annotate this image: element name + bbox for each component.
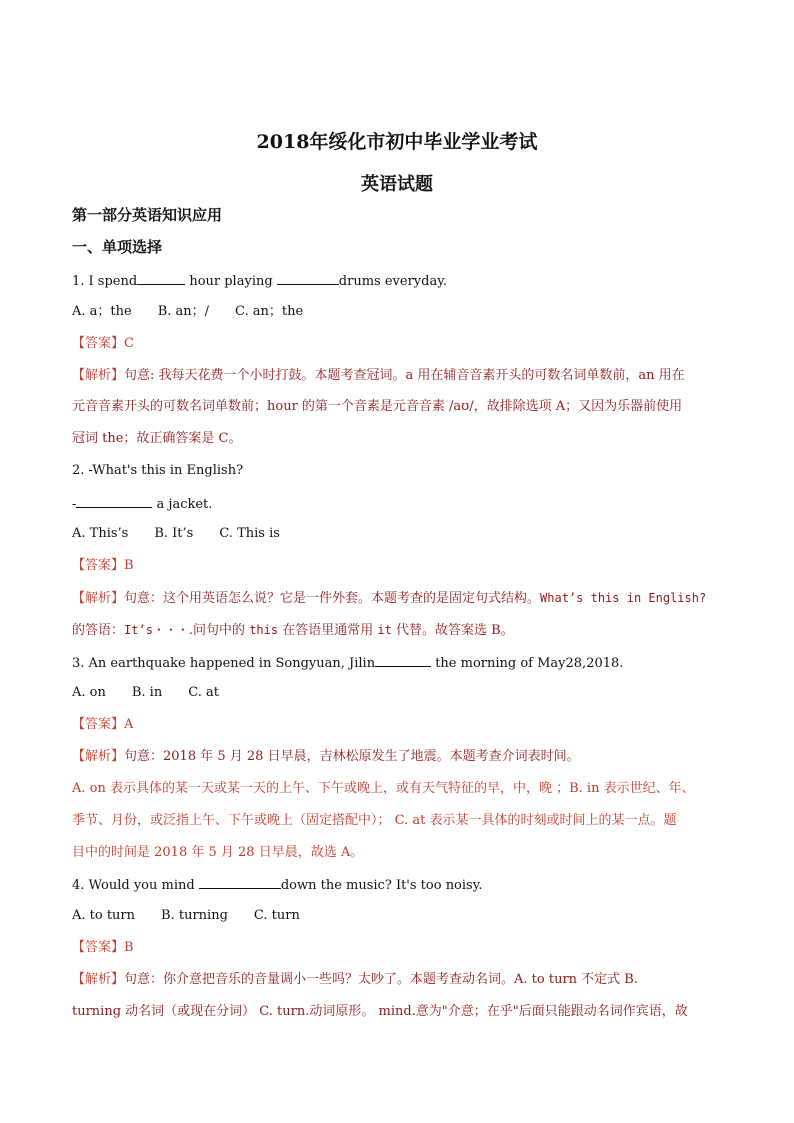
analysis-text: 句意：你介意把音乐的音量调小一些吗？太吵了。本题考查动名词。A. to turn 不定式 B. xyxy=(124,972,638,987)
question-1 xyxy=(72,271,447,291)
option-b: B. turning xyxy=(161,908,228,923)
answer-value: A xyxy=(124,717,134,732)
answer-label: 【答案】 xyxy=(72,717,125,732)
question-2-text-b: a jacket. xyxy=(152,497,213,512)
question-1-text-c: drums everyday. xyxy=(338,274,447,289)
question-3-text-b: the morning of May28,2018. xyxy=(431,656,624,671)
answer-blank xyxy=(375,653,431,667)
question-1-options xyxy=(72,303,329,321)
question-1-analysis-line-2: 元音音素开头的可数名词单数前；hour 的第一个音素是元音音素 /aʊ/，故排除选项 A；又因为乐器前使用 xyxy=(72,399,683,414)
analysis-text: 句意：这个用英语怎么说？它是一件外套。本题考查的是固定句式结构。 xyxy=(124,591,541,606)
analysis-text: 句意: 我每天花费一个小时打鼓。本题考查冠词。a 用在辅音音素开头的可数名词单数前，an 用在 xyxy=(124,368,685,383)
option-a: A. This’s xyxy=(72,526,129,541)
question-4-text-b: down the music? It's too noisy. xyxy=(280,878,483,893)
analysis-code: this xyxy=(249,623,279,637)
option-c: C. at xyxy=(188,685,219,700)
question-4-answer xyxy=(72,939,134,957)
answer-label: 【答案】 xyxy=(72,940,125,955)
option-c: C. turn xyxy=(253,908,300,923)
analysis-label: 【解析】 xyxy=(72,749,125,764)
question-3-analysis-line-4: 目中的时间是 2018 年 5 月 28 日早晨，故选 A。 xyxy=(72,845,364,860)
exam-subtitle: 英语试题 xyxy=(361,174,433,195)
analysis-code: it xyxy=(377,623,392,637)
question-2: 2. -What's this in English? xyxy=(72,463,244,478)
analysis-code: It’s・・・ xyxy=(124,623,189,637)
option-b: B. in xyxy=(131,685,163,700)
option-a: A. on xyxy=(72,685,106,700)
option-c: C. This is xyxy=(219,526,280,541)
analysis-label: 【解析】 xyxy=(72,591,125,606)
option-a: A. a；the xyxy=(72,304,132,319)
answer-blank xyxy=(76,494,152,508)
question-2-dash: - xyxy=(72,497,77,512)
analysis-text: 的答语： xyxy=(72,623,125,638)
option-c: C. an；the xyxy=(235,304,304,319)
part-heading: 第一部分英语知识应用 xyxy=(72,206,223,224)
option-b: B. an；/ xyxy=(157,304,210,319)
analysis-code: What’s this in English? xyxy=(540,591,707,605)
option-a: A. to turn xyxy=(72,908,136,923)
question-4-analysis-line-1 xyxy=(72,971,638,989)
exam-title: 2018年绥化市初中毕业学业考试 xyxy=(256,131,538,153)
question-1-text-a: 1. I spend xyxy=(72,274,138,289)
analysis-text: .问句中的 xyxy=(188,623,250,638)
answer-blank xyxy=(137,271,185,285)
question-3-analysis-line-2: A. on 表示具体的某一天或某一天的上午、下午或晚上，或有天气特征的早，中，晚 ；B. in 表示世纪、年、 xyxy=(72,781,695,796)
answer-value: C xyxy=(124,336,134,351)
answer-value: B xyxy=(124,940,134,955)
answer-label: 【答案】 xyxy=(72,558,125,573)
analysis-label: 【解析】 xyxy=(72,368,125,383)
question-2-reply xyxy=(72,494,212,514)
question-3-analysis-line-1 xyxy=(72,748,580,766)
question-4-analysis-line-2: turning 动名词（或现在分词） C. turn.动词原形。 mind.意为"介意；在乎"后面只能跟动名词作宾语，故 xyxy=(72,1004,688,1019)
question-3-analysis-line-3: 季节、月份，或泛指上午、下午或晚上（固定搭配中）； C. at 表示某一具体的时刻或时间上的某一点。题 xyxy=(72,813,677,828)
question-4 xyxy=(72,875,482,895)
answer-blank xyxy=(199,875,281,889)
question-1-text-b: hour playing xyxy=(185,274,277,289)
question-3-options xyxy=(72,684,245,702)
question-2-analysis-line-1 xyxy=(72,589,706,608)
question-1-analysis-line-1 xyxy=(72,367,685,385)
analysis-text: 句意：2018 年 5 月 28 日早晨，吉林松原发生了地震。本题考查介词表时间。 xyxy=(124,749,580,764)
analysis-text: 在答语里通常用 xyxy=(278,623,378,638)
answer-label: 【答案】 xyxy=(72,336,125,351)
analysis-label: 【解析】 xyxy=(72,972,125,987)
question-1-answer xyxy=(72,335,134,353)
section-heading: 一、单项选择 xyxy=(72,238,163,256)
question-2-options xyxy=(72,525,306,543)
analysis-text: 代替。故答案选 B。 xyxy=(391,623,514,638)
answer-blank xyxy=(277,271,339,285)
question-2-analysis-line-2 xyxy=(72,621,514,640)
question-3-text-a: 3. An earthquake happened in Songyuan, Jilin xyxy=(72,656,376,671)
question-4-options xyxy=(72,907,326,925)
option-b: B. It’s xyxy=(154,526,194,541)
question-3-answer xyxy=(72,716,133,734)
question-1-analysis-line-3: 冠词 the；故正确答案是 C。 xyxy=(72,431,242,446)
question-2-answer xyxy=(72,557,134,575)
question-3 xyxy=(72,653,623,673)
answer-value: B xyxy=(124,558,134,573)
question-4-text-a: 4. Would you mind xyxy=(72,878,199,893)
